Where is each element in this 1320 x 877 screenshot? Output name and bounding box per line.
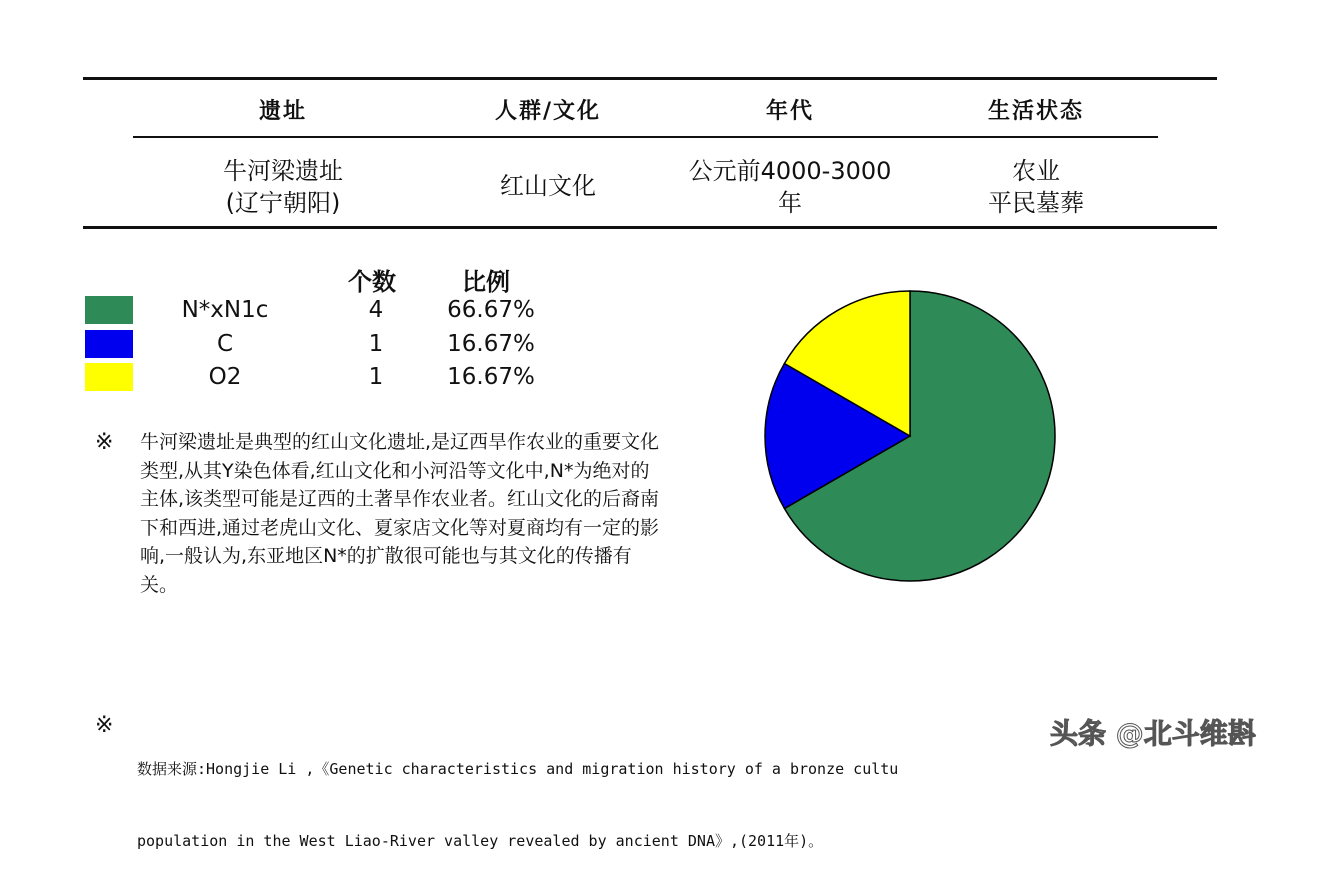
- legend-ratio-nxn1c: 66.67%: [447, 297, 535, 323]
- source-line2: population in the West Liao-River valley revealed by ancient DNA》,(2011年)。: [137, 832, 824, 850]
- count-header: 个数: [348, 268, 396, 296]
- cell-site: [153, 155, 413, 219]
- legend-label-nxn1c: N*xN1c: [181, 297, 269, 323]
- table-header-rule: [133, 136, 1158, 138]
- legend-ratio-c: 16.67%: [447, 331, 535, 357]
- legend-count-nxn1c: 4: [368, 297, 384, 323]
- note-text: 牛河梁遗址是典型的红山文化遗址,是辽西旱作农业的重要文化类型,从其Y染色体看,红山文化和小河沿等文化中,N*为绝对的主体,该类型可能是辽西的土著旱作农业者。红山文化的后裔南下和西进,通过老虎山文化、夏家店文化等对夏商均有一定的影响,一般认为,东亚地区N*的扩散很可能也与其文化的传播有关。: [140, 431, 660, 596]
- table-bottom-rule: [83, 226, 1217, 229]
- legend-count-c: 1: [368, 331, 384, 357]
- cell-era-line2: 年: [778, 189, 802, 217]
- legend-swatch-c: [85, 330, 133, 358]
- header-era: 年代: [765, 99, 814, 124]
- legend-swatch-o2: [85, 363, 133, 391]
- table-top-rule: [83, 77, 1217, 80]
- ratio-header: 比例: [462, 268, 510, 296]
- source-line1: 数据来源:Hongjie Li ,《Genetic characteristics and migration history of a bronze cultu: [137, 760, 899, 778]
- legend-count-o2: 1: [368, 364, 384, 390]
- pie-chart: [760, 286, 1060, 586]
- source-text: [137, 709, 898, 877]
- cell-culture: 红山文化: [500, 172, 596, 200]
- legend-label-o2: O2: [208, 364, 242, 390]
- source-mark: ※: [95, 713, 114, 738]
- cell-life-line2: 平民墓葬: [988, 189, 1084, 217]
- cell-era: [660, 155, 920, 219]
- cell-site-line2: (辽宁朝阳): [225, 189, 341, 217]
- watermark: 头条 @北斗维斟: [1050, 717, 1256, 750]
- header-site: 遗址: [258, 99, 307, 124]
- header-culture: 人群/文化: [494, 99, 602, 124]
- cell-life-line1: 农业: [1012, 157, 1060, 185]
- legend-label-c: C: [216, 331, 234, 357]
- cell-site-line1: 牛河梁遗址: [223, 157, 343, 185]
- cell-life: [906, 155, 1166, 219]
- cell-era-line1: 公元前4000-3000: [688, 157, 892, 185]
- legend-swatch-nxn1c: [85, 296, 133, 324]
- header-life: 生活状态: [987, 99, 1084, 124]
- note-mark: ※: [95, 430, 114, 455]
- legend-ratio-o2: 16.67%: [447, 364, 535, 390]
